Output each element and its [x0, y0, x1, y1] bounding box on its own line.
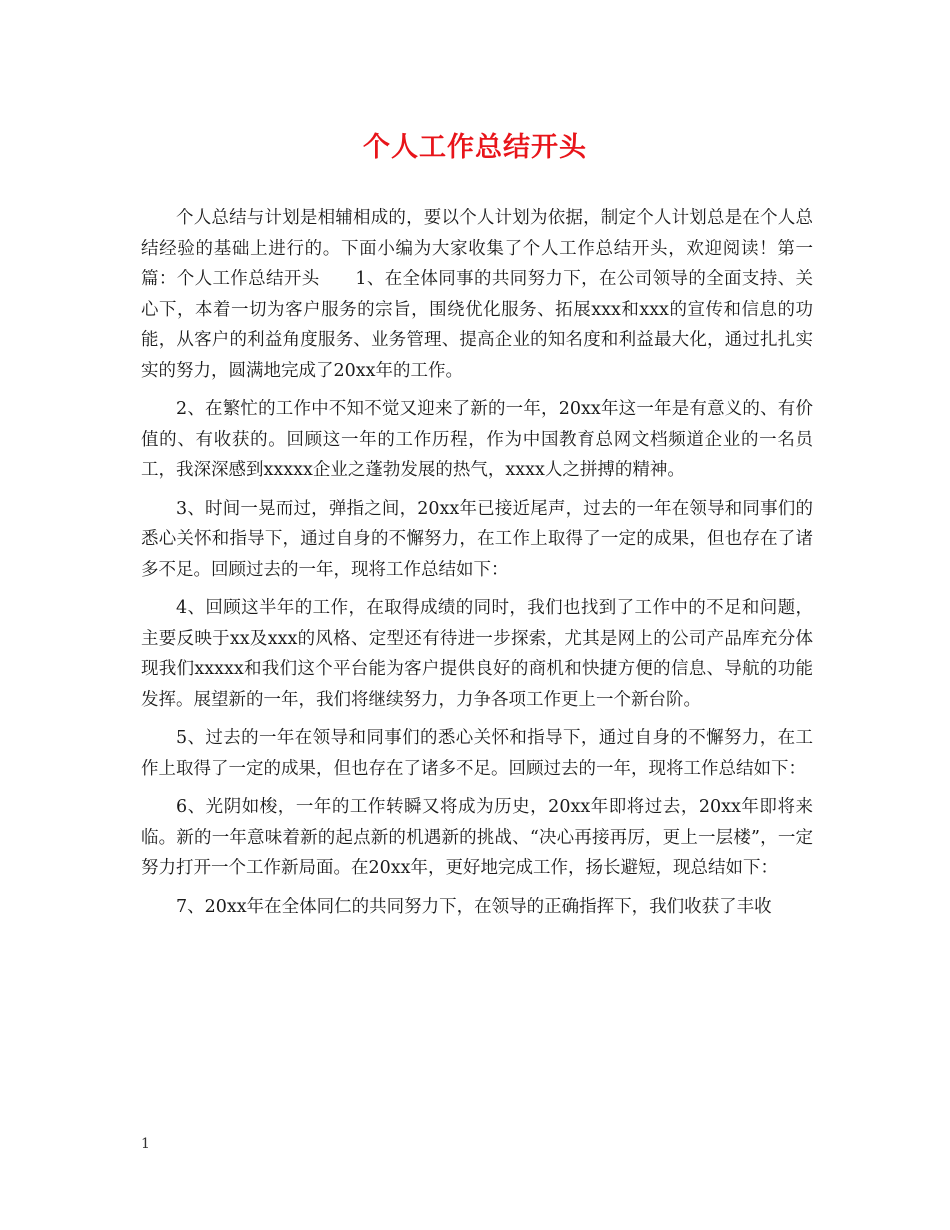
document-title: 个人工作总结开头 [363, 132, 587, 163]
paragraph-3: 3、时间一晃而过，弹指之间，20xx年已接近尾声，过去的一年在领导和同事们的悉心关怀和指导下，通过自身的不懈努力，在工作上取得了一定的成果，但也存在了诸多不足。回顾过去的一年，现将工作总结如下： [141, 498, 813, 580]
paragraph-4: 4、回顾这半年的工作，在取得成绩的同时，我们也找到了工作中的不足和问题，主要反映于xx及xxx的风格、定型还有待进一步探索，尤其是网上的公司产品库充分体现我们xxxxx和我们这个平台能为客户提供良好的商机和快捷方便的信息、导航的功能发挥。展望新的一年，我们将继续努力，力争各项工作更上一个新台阶。 [141, 598, 813, 710]
paragraph-2: 2、在繁忙的工作中不知不觉又迎来了新的一年，20xx年这一年是有意义的、有价值的、有收获的。回顾这一年的工作历程，作为中国教育总网文档频道企业的一名员工，我深深感到xxxxx企业之蓬勃发展的热气，xxxx人之拼搏的精神。 [141, 399, 813, 480]
paragraph-5: 5、过去的一年在领导和同事们的悉心关怀和指导下，通过自身的不懈努力，在工作上取得了一定的成果，但也存在了诸多不足。回顾过去的一年，现将工作总结如下： [141, 728, 813, 779]
paragraph-intro: 个人总结与计划是相辅相成的，要以个人计划为依据，制定个人计划总是在个人总结经验的基础上进行的。下面小编为大家收集了个人工作总结开头，欢迎阅读！第一篇：个人工作总结开头 1、在全体同事的共同努力下，在公司领导的全面支持、关心下，本着一切为客户服务的宗旨，围绕优化服务、拓展xxx和xxx的宣传和信息的功能，从客户的利益角度服务、业务管理、提高企业的知名度和利益最大化，通过扎扎实实的努力，圆满地完成了20xx年的工作。 [141, 208, 813, 381]
paragraph-6: 6、光阴如梭，一年的工作转瞬又将成为历史，20xx年即将过去，20xx年即将来临。新的一年意味着新的起点新的机遇新的挑战、“决心再接再厉，更上一层楼”，一定努力打开一个工作新局面。在20xx年，更好地完成工作，扬长避短，现总结如下： [141, 797, 813, 878]
paragraph-7: 7、20xx年在全体同仁的共同努力下，在领导的正确指挥下，我们收获了丰收 [176, 896, 772, 917]
page-number: 1 [141, 1136, 150, 1152]
document-body [141, 203, 813, 930]
